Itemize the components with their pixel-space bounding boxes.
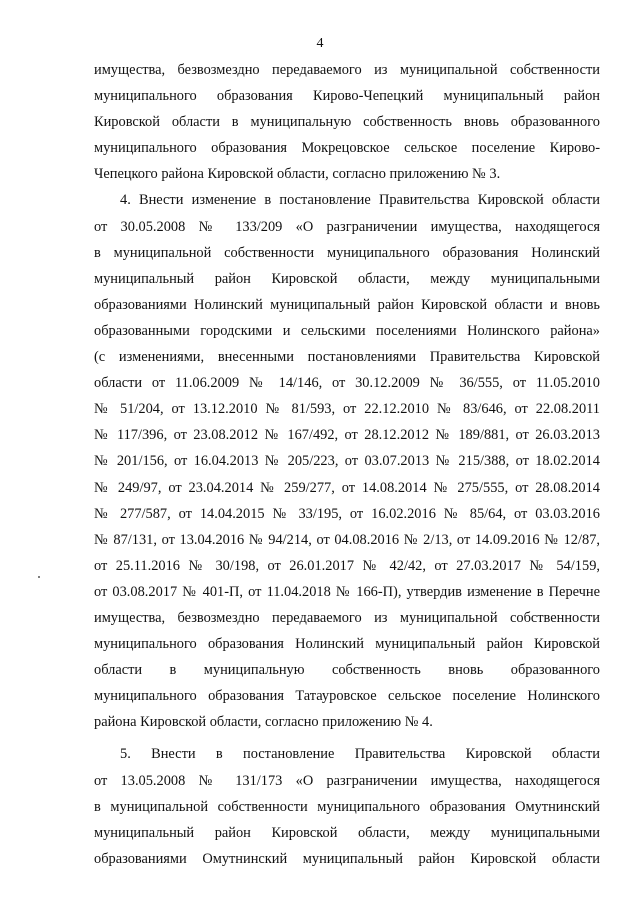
text-line: образованными городскими и сельскими поселениями Нолинского района» [94,322,600,339]
page-number: 4 [316,36,324,51]
text-line: области в муниципальную собственность вновь образованного [94,662,600,679]
text-line: № 249/97, от 23.04.2014 № 259/277, от 14.08.2014 № 275/555, от 28.08.2014 [94,479,600,496]
text-line: муниципального образования Татауровское сельское поселение Нолинского [94,688,600,705]
text-line: № 87/131, от 13.04.2016 № 94/214, от 04.08.2016 № 2/13, от 14.09.2016 № 12/87, [94,531,600,548]
text-line: 4. Внести изменение в постановление Правительства Кировской области [120,192,600,209]
text-line: образованиями Омутнинский муниципальный район Кировской области [94,850,600,867]
text-line: № 51/204, от 13.12.2010 № 81/593, от 22.12.2010 № 83/646, от 22.08.2011 [94,401,600,418]
text-line: Чепецкого района Кировской области, согласно приложению № 3. [94,166,501,183]
text-line: от 25.11.2016 № 30/198, от 26.01.2017 № 42/42, от 27.03.2017 № 54/159, [94,557,600,574]
text-line: (с изменениями, внесенными постановлениями Правительства Кировской [94,349,600,366]
text-line: от 13.05.2008 № 131/173 «О разграничении имущества, находящегося [94,772,600,789]
text-line: муниципальный район Кировской области, между муниципальными [94,824,600,841]
text-line: муниципального образования Мокрецовское сельское поселение Кирово- [94,140,600,157]
text-line: № 277/587, от 14.04.2015 № 33/195, от 16.02.2016 № 85/64, от 03.03.2016 [94,505,600,522]
text-line: в муниципальной собственности муниципального образования Омутнинский [94,798,600,815]
text-line: от 03.08.2017 № 401-П, от 11.04.2018 № 166-П), утвердив изменение в Перечне [94,583,600,600]
text-line: имущества, безвозмездно передаваемого из муниципальной собственности [94,609,600,626]
text-line: муниципальный район Кировской области, между муниципальными [94,270,600,287]
text-line: района Кировской области, согласно приложению № 4. [94,714,433,731]
text-line: № 117/396, от 23.08.2012 № 167/492, от 28.12.2012 № 189/881, от 26.03.2013 [94,427,600,444]
text-line: имущества, безвозмездно передаваемого из муниципальной собственности [94,62,600,78]
text-line: от 30.05.2008 № 133/209 «О разграничении имущества, находящегося [94,218,600,235]
text-line: № 201/156, от 16.04.2013 № 205/223, от 03.07.2013 № 215/388, от 18.02.2014 [94,453,600,470]
text-line: в муниципальной собственности муниципального образования Нолинский [94,244,600,261]
text-line: образованиями Нолинский муниципальный район Кировской области и вновь [94,296,600,313]
text-line: 5. Внести в постановление Правительства Кировской области [120,746,600,763]
text-line: Кировской области в муниципальную собственность вновь образованного [94,114,600,131]
text-line: области от 11.06.2009 № 14/146, от 30.12.2009 № 36/555, от 11.05.2010 [94,375,600,392]
text-line: муниципального образования Кирово-Чепецкий муниципальный район [94,88,600,105]
margin-mark [38,576,40,578]
text-line: муниципального образования Нолинский муниципальный район Кировской [94,636,600,653]
document-body [94,57,600,872]
